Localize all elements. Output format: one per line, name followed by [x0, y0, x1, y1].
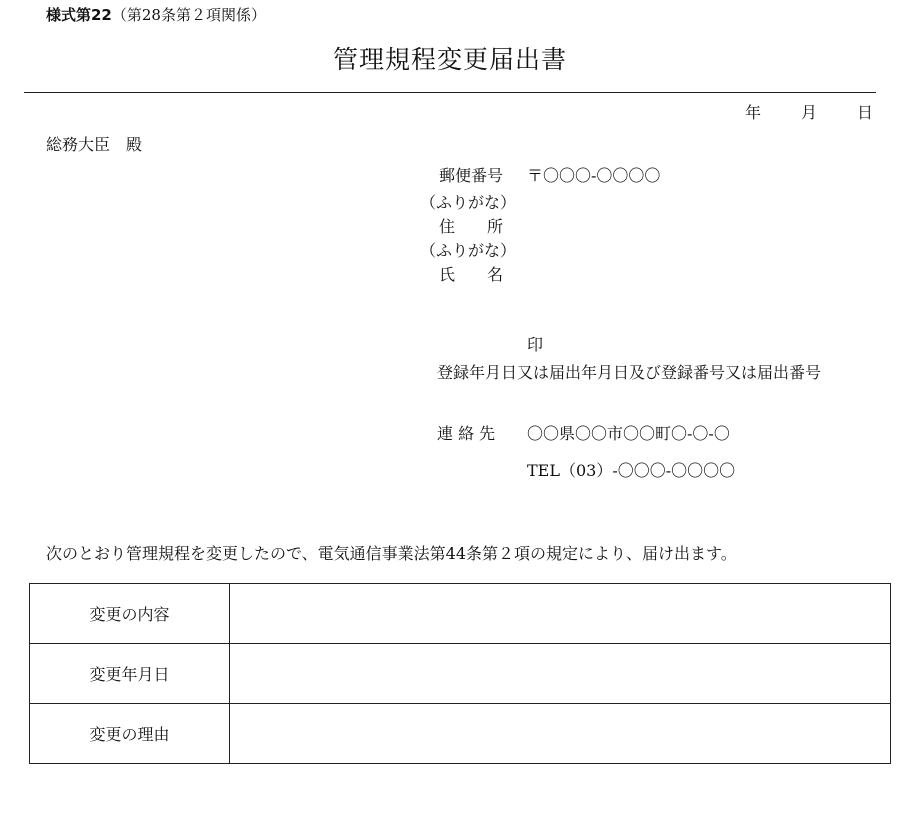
postal-value: 〒〇〇〇-〇〇〇〇: [527, 166, 661, 185]
form-number-label: 様式第22: [46, 6, 112, 24]
seal-mark: 印: [527, 335, 544, 354]
name-label: 氏 名: [439, 265, 504, 284]
document-title: 管理規程変更届出書: [332, 45, 567, 74]
change-reason-label: 変更の理由: [30, 704, 230, 764]
change-date-label: 変更年月日: [30, 644, 230, 704]
change-content-label: 変更の内容: [30, 584, 230, 644]
postal-label: 郵便番号: [439, 166, 504, 185]
change-details-table: [29, 583, 891, 764]
date-day: 日: [857, 103, 874, 122]
furigana-address-label: （ふりがな）: [420, 193, 517, 212]
registration-label: 登録年月日又は届出年月日及び登録番号又は届出番号: [437, 363, 822, 382]
change-content-field[interactable]: [230, 584, 891, 644]
address-label: 住 所: [439, 217, 504, 236]
form-number: [46, 4, 266, 25]
table-row: [30, 704, 891, 764]
change-reason-field[interactable]: [230, 704, 891, 764]
date-year: 年: [745, 103, 762, 122]
contact-tel: TEL（03）-〇〇〇-〇〇〇〇: [527, 461, 736, 480]
table-row: [30, 644, 891, 704]
contact-address: 〇〇県〇〇市〇〇町〇-〇-〇: [527, 424, 730, 443]
furigana-name-label: （ふりがな）: [420, 241, 517, 260]
addressee: 総務大臣 殿: [46, 135, 143, 154]
title-divider: [24, 92, 876, 93]
table-row: [30, 584, 891, 644]
date-month: 月: [801, 103, 818, 122]
form-number-reference: （第28条第２項関係）: [111, 6, 266, 24]
change-date-field[interactable]: [230, 644, 891, 704]
statement: 次のとおり管理規程を変更したので、電気通信事業法第44条第２項の規定により、届け出ます。: [46, 544, 737, 563]
contact-label: 連 絡 先: [437, 424, 496, 443]
